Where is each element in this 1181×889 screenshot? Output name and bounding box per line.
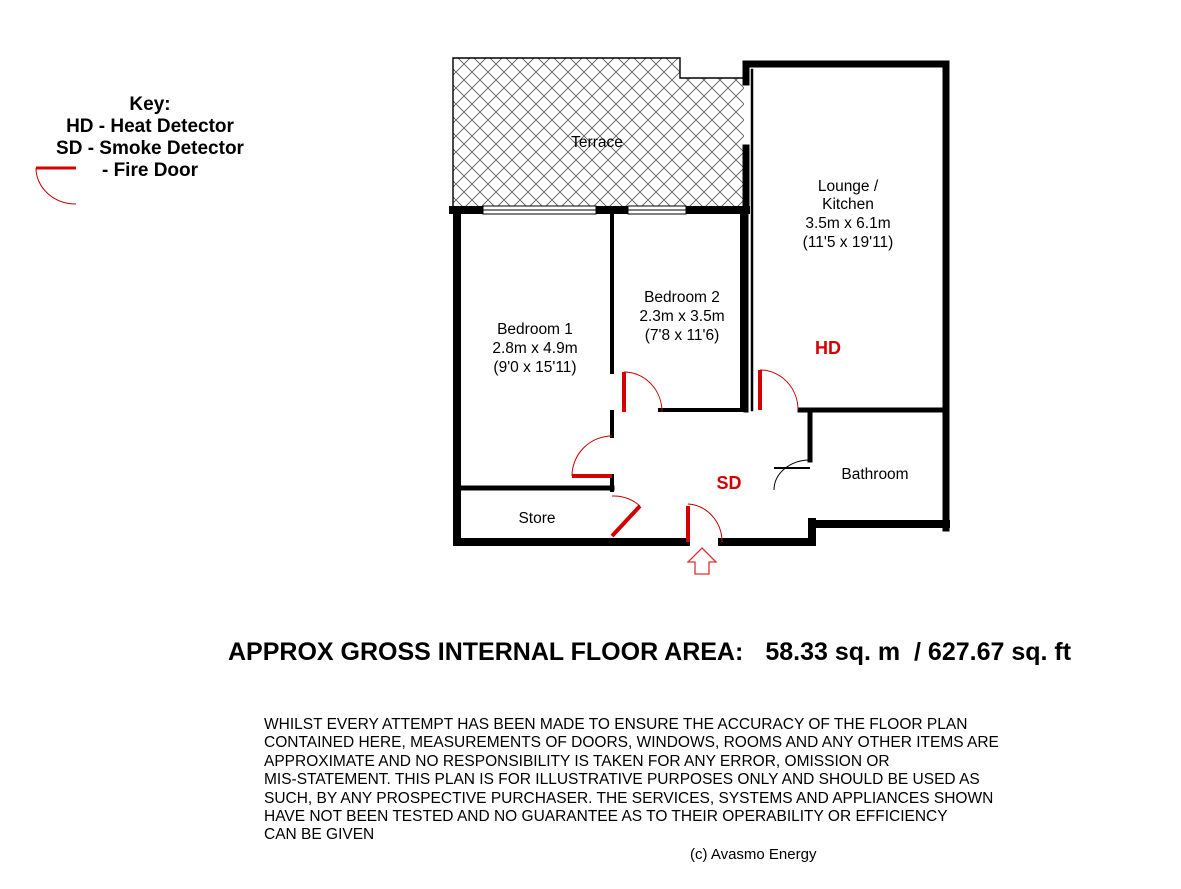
bedroom2-size-imperial: (7'8 x 11'6)	[644, 327, 720, 344]
lounge-name-line2: Kitchen	[822, 196, 874, 213]
store-fire-door	[612, 496, 640, 536]
disclaimer-line: HAVE NOT BEEN TESTED AND NO GUARANTEE AS TO THEIR OPERABILITY OR EFFICIENCY	[264, 808, 948, 826]
lounge-fire-door	[760, 370, 798, 410]
terrace	[453, 58, 744, 208]
disclaimer-line: CONTAINED HERE, MEASUREMENTS OF DOORS, WINDOWS, ROOMS AND ANY OTHER ITEMS ARE	[264, 734, 999, 752]
credit: (c) Avasmo Energy	[690, 846, 817, 863]
bedroom2-size-metric: 2.3m x 3.5m	[639, 308, 725, 325]
smoke-detector-marker: SD	[716, 473, 742, 493]
bathroom-door	[774, 460, 810, 490]
bedroom1-size-metric: 2.8m x 4.9m	[492, 340, 578, 357]
floor-area-label: APPROX GROSS INTERNAL FLOOR AREA:	[228, 638, 744, 666]
terrace-label: Terrace	[571, 134, 623, 151]
key-title: Key:	[129, 94, 171, 115]
bedroom2-name: Bedroom 2	[644, 289, 720, 306]
bedroom2-fire-door	[624, 372, 662, 412]
lounge-name-line1: Lounge /	[817, 178, 879, 195]
key-fire-door: - Fire Door	[101, 160, 199, 181]
floor-area	[228, 638, 1071, 667]
bathroom-label: Bathroom	[841, 466, 909, 483]
disclaimer-line: MIS-STATEMENT. THIS PLAN IS FOR ILLUSTRATIVE PURPOSES ONLY AND SHOULD BE USED AS	[264, 771, 980, 789]
floor-area-sqft: / 627.67 sq. ft	[914, 638, 1072, 666]
bedroom1-size-imperial: (9'0 x 15'11)	[493, 359, 577, 376]
key-fire-door-symbol	[36, 168, 76, 204]
entrance-arrow-icon	[688, 548, 716, 574]
disclaimer-line: CAN BE GIVEN	[264, 826, 375, 844]
disclaimer-line: SUCH, BY ANY PROSPECTIVE PURCHASER. THE SERVICES, SYSTEMS AND APPLIANCES SHOWN	[264, 789, 994, 807]
key-heat-detector: HD - Heat Detector	[66, 116, 234, 137]
store-label: Store	[518, 510, 556, 527]
bedroom1-name: Bedroom 1	[497, 321, 573, 338]
floor-area-sqm: 58.33 sq. m	[765, 638, 901, 666]
windows	[483, 206, 686, 214]
bedroom1-fire-door	[572, 436, 612, 476]
lounge-size-imperial: (11'5 x 19'11)	[802, 234, 894, 251]
disclaimer	[264, 716, 1144, 845]
heat-detector-marker: HD	[815, 338, 841, 358]
doors	[572, 370, 810, 542]
lounge-size-metric: 3.5m x 6.1m	[805, 215, 891, 232]
disclaimer-line: APPROXIMATE AND NO RESPONSIBILITY IS TAKEN FOR ANY ERROR, OMISSION OR	[264, 752, 890, 770]
disclaimer-line: WHILST EVERY ATTEMPT HAS BEEN MADE TO ENSURE THE ACCURACY OF THE FLOOR PLAN	[264, 716, 968, 733]
key-smoke-detector: SD - Smoke Detector	[56, 138, 244, 159]
entrance-fire-door	[688, 504, 722, 542]
